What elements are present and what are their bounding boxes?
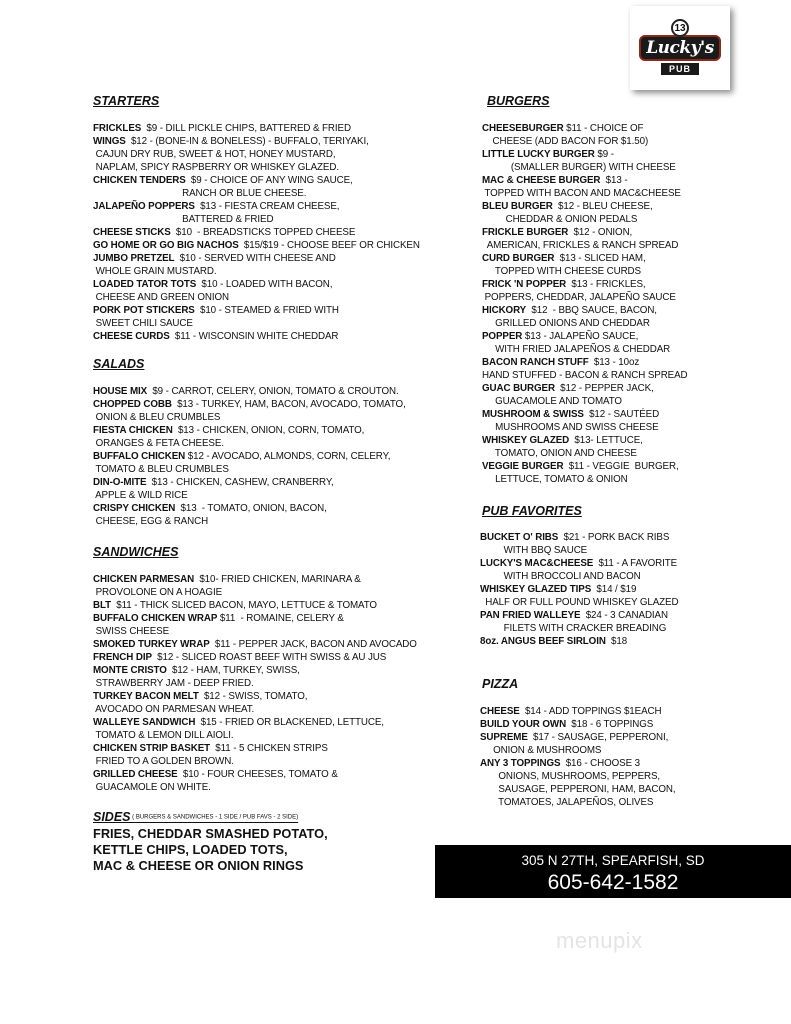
menu-item-name: GRILLED CHEESE xyxy=(93,769,178,780)
menu-item-name: BACON RANCH STUFF xyxy=(482,357,589,368)
menu-item-desc: $12 - AVOCADO, ALMONDS, CORN, CELERY, xyxy=(185,451,391,462)
menu-item-desc: WITH BBQ SAUCE xyxy=(480,545,588,556)
menu-item-desc: $13 - CHICKEN, CASHEW, CRANBERRY, xyxy=(146,477,334,488)
menu-line xyxy=(480,770,660,783)
menu-line xyxy=(93,703,254,716)
menu-line xyxy=(482,356,639,369)
menu-item-desc: $15 - FRIED OR BLACKENED, LETTUCE, xyxy=(195,717,384,728)
menu-item-desc: TOMATOES, JALAPEÑOS, OLIVES xyxy=(480,797,654,808)
menu-item-name: CRISPY CHICKEN xyxy=(93,503,176,514)
pizza-heading: PIZZA xyxy=(482,677,519,691)
menu-line xyxy=(93,187,306,200)
logo-badge: 13 xyxy=(671,19,689,37)
menu-item-desc: NAPLAM, SPICY RASPBERRY OR WHISKEY GLAZED. xyxy=(93,162,339,173)
menu-line xyxy=(93,122,351,135)
menu-item-desc: $14 / $19 xyxy=(591,584,637,595)
menu-item-name: FRENCH DIP xyxy=(93,652,152,663)
menu-line xyxy=(482,122,643,135)
menu-item-desc: TOMATO, ONION AND CHEESE xyxy=(482,448,637,459)
menu-item-desc: $13 - SLICED HAM, xyxy=(554,253,646,264)
menu-item-desc: $9 - xyxy=(594,149,614,160)
menu-item-desc: $17 - SAUSAGE, PEPPERONI, xyxy=(527,732,669,743)
menu-item-name: LOADED TATOR TOTS xyxy=(93,279,197,290)
menu-line xyxy=(93,200,339,213)
menu-line xyxy=(93,135,369,148)
menu-item-name: BUCKET O' RIBS xyxy=(480,532,559,543)
menu-item-name: WALLEYE SANDWICH xyxy=(93,717,196,728)
menu-item-desc: $13 - CHICKEN, ONION, CORN, TOMATO, xyxy=(172,425,365,436)
menu-item-name: PAN FRIED WALLEYE xyxy=(480,610,581,621)
menu-line xyxy=(93,174,353,187)
menu-item-desc: CHEDDAR & ONION PEDALS xyxy=(482,214,638,225)
menu-item-desc: WHOLE GRAIN MUSTARD. xyxy=(93,266,217,277)
menu-item-desc: CAJUN DRY RUB, SWEET & HOT, HONEY MUSTARD, xyxy=(93,149,336,160)
sides-heading xyxy=(93,810,298,824)
menu-item-desc: AVOCADO ON PARMESAN WHEAT. xyxy=(93,704,255,715)
menu-line xyxy=(482,434,643,447)
menu-line xyxy=(93,638,417,651)
menu-item-desc: $15/$19 - CHOOSE BEEF OR CHICKEN xyxy=(238,240,420,251)
menu-item-name: TURKEY BACON MELT xyxy=(93,691,199,702)
menu-item-name: LITTLE LUCKY BURGER xyxy=(482,149,595,160)
menu-item-name: JUMBO PRETZEL xyxy=(93,253,175,264)
sides-note: ( BURGERS & SANDWICHES - 1 SIDE / PUB FAVS - 2 SIDE) xyxy=(130,814,299,821)
menu-item-name: BUFFALO CHICKEN xyxy=(93,451,186,462)
watermark-logo: menupix xyxy=(556,928,643,953)
menu-line xyxy=(482,200,653,213)
pub-favorites-heading: PUB FAVORITES xyxy=(482,504,582,518)
menu-line xyxy=(480,544,587,557)
menu-line xyxy=(480,635,627,648)
menu-item-name: CHICKEN PARMESAN xyxy=(93,574,195,585)
menu-line xyxy=(480,570,641,583)
starters-heading: STARTERS xyxy=(93,94,160,108)
menu-line xyxy=(482,343,670,356)
menu-item-desc: $13 - TURKEY, HAM, BACON, AVOCADO, TOMATO, xyxy=(171,399,406,410)
menu-line xyxy=(93,515,208,528)
menu-line xyxy=(482,395,622,408)
menu-item-desc: $11 - ROMAINE, CELERY & xyxy=(217,613,344,624)
menu-item-desc: SWEET CHILI SAUCE xyxy=(93,318,193,329)
menu-line xyxy=(93,612,344,625)
menu-item-name: GO HOME OR GO BIG NACHOS xyxy=(93,240,239,251)
menu-item-desc: GRILLED ONIONS AND CHEDDAR xyxy=(482,318,650,329)
menu-item-desc: WITH FRIED JALAPEÑOS & CHEDDAR xyxy=(482,344,671,355)
menu-line xyxy=(482,460,679,473)
menu-item-desc: $13 - FRICKLES, xyxy=(566,279,646,290)
menu-item-desc: $9 - CARROT, CELERY, ONION, TOMATO & CROUTON. xyxy=(147,386,399,397)
menu-item-desc: $13 - 10oz xyxy=(588,357,640,368)
menu-item-desc: $13 - xyxy=(600,175,628,186)
menu-item-desc: $13 - JALAPEÑO SAUCE, xyxy=(522,331,639,342)
menu-item-name: HOUSE MIX xyxy=(93,386,148,397)
menu-line xyxy=(93,573,361,586)
menu-line xyxy=(93,677,254,690)
menu-line xyxy=(482,148,614,161)
menu-item-name: BUFFALO CHICKEN WRAP xyxy=(93,613,218,624)
menu-item-desc: APPLE & WILD RICE xyxy=(93,490,188,501)
menu-item-desc: $12 - (BONE-IN & BONELESS) - BUFFALO, TERIYAKI, xyxy=(125,136,369,147)
menu-item-desc: $10 - BREADSTICKS TOPPED CHEESE xyxy=(170,227,356,238)
menu-item-desc: $12 - HAM, TURKEY, SWISS, xyxy=(166,665,300,676)
menu-item-desc: PROVOLONE ON A HOAGIE xyxy=(93,587,223,598)
menu-line xyxy=(482,447,637,460)
menu-line xyxy=(93,330,338,343)
menu-item-desc: HALF OR FULL POUND WHISKEY GLAZED xyxy=(480,597,679,608)
menu-item-desc: $11 - VEGGIE BURGER, xyxy=(563,461,679,472)
menu-item-name: VEGGIE BURGER xyxy=(482,461,564,472)
address: 305 N 27TH, SPEARFISH, SD xyxy=(521,853,705,868)
sides-list xyxy=(93,826,328,874)
menu-line xyxy=(93,304,339,317)
menu-line xyxy=(482,330,638,343)
menu-line xyxy=(482,382,654,395)
menu-item-name: WHISKEY GLAZED xyxy=(482,435,570,446)
menu-line xyxy=(480,531,669,544)
menu-item-desc: BATTERED & FRIED xyxy=(93,214,274,225)
menu-line xyxy=(93,317,193,330)
menu-item-desc: GUACAMOLE AND TOMATO xyxy=(482,396,622,407)
menu-line xyxy=(93,664,300,677)
menu-item-name: FRICKLE BURGER xyxy=(482,227,569,238)
menu-line xyxy=(482,252,646,265)
menu-line xyxy=(482,174,627,187)
menu-item-desc: $12 - SAUTÉED xyxy=(583,409,660,420)
menu-line xyxy=(93,768,338,781)
menu-item-desc: TOMATO & LEMON DILL AIOLI. xyxy=(93,730,234,741)
menu-line xyxy=(480,596,678,609)
menu-line xyxy=(93,291,229,304)
menu-line xyxy=(482,161,676,174)
menu-item-desc: $18 - 6 TOPPINGS xyxy=(566,719,654,730)
sides-line: MAC & CHEESE OR ONION RINGS xyxy=(93,858,304,873)
sides-title: SIDES xyxy=(93,810,131,824)
menu-item-name: WHISKEY GLAZED TIPS xyxy=(480,584,592,595)
menu-line xyxy=(93,625,169,638)
menu-item-desc: $13 - FIESTA CREAM CHEESE, xyxy=(194,201,340,212)
menu-line xyxy=(482,317,650,330)
menu-line xyxy=(482,473,628,486)
menu-item-name: POPPER xyxy=(482,331,523,342)
menu-item-name: CHOPPED COBB xyxy=(93,399,172,410)
menu-item-desc: WITH BROCCOLI AND BACON xyxy=(480,571,641,582)
menu-item-desc: $13 - TOMATO, ONION, BACON, xyxy=(175,503,327,514)
menu-item-desc: RANCH OR BLUE CHEESE. xyxy=(93,188,307,199)
menu-line xyxy=(93,716,384,729)
menu-line xyxy=(93,226,355,239)
menu-item-desc: $10 - STEAMED & FRIED WITH xyxy=(194,305,339,316)
menu-item-desc: ONIONS, MUSHROOMS, PEPPERS, xyxy=(480,771,661,782)
menu-line xyxy=(93,424,364,437)
menu-line xyxy=(482,239,678,252)
menu-line xyxy=(93,651,386,664)
menu-line xyxy=(482,408,659,421)
contact-box xyxy=(435,845,791,898)
menu-item-desc: $10 - LOADED WITH BACON, xyxy=(196,279,333,290)
menu-item-name: CHICKEN TENDERS xyxy=(93,175,186,186)
menu-line xyxy=(93,489,188,502)
menu-line xyxy=(482,421,659,434)
menu-item-name: BUILD YOUR OWN xyxy=(480,719,567,730)
menu-item-name: JALAPEÑO POPPERS xyxy=(93,201,195,212)
menu-item-desc: MUSHROOMS AND SWISS CHEESE xyxy=(482,422,659,433)
menu-line xyxy=(482,187,681,200)
menu-item-desc: $11 - THICK SLICED BACON, MAYO, LETTUCE & TOMATO xyxy=(111,600,377,611)
menu-line xyxy=(93,586,222,599)
menu-line xyxy=(93,502,327,515)
menu-line xyxy=(482,278,646,291)
menu-item-desc: CHEESE AND GREEN ONION xyxy=(93,292,229,303)
menu-line xyxy=(482,213,637,226)
menu-line xyxy=(93,599,377,612)
phone-number: 605-642-1582 xyxy=(547,871,679,894)
menu-item-desc: $18 xyxy=(605,636,628,647)
menu-line xyxy=(93,437,224,450)
pub-logo xyxy=(630,6,730,90)
menu-item-name: CHEESE CURDS xyxy=(93,331,170,342)
menu-line xyxy=(480,583,636,596)
menu-line xyxy=(482,369,688,382)
menu-item-desc: TOPPED WITH BACON AND MAC&CHEESE xyxy=(482,188,681,199)
menu-line xyxy=(93,755,234,768)
menu-item-desc: $12 - PEPPER JACK, xyxy=(554,383,654,394)
menu-item-desc: POPPERS, CHEDDAR, JALAPEÑO SAUCE xyxy=(482,292,676,303)
menu-item-desc: TOMATO & BLEU CRUMBLES xyxy=(93,464,229,475)
menu-line xyxy=(93,213,273,226)
menu-item-name: GUAC BURGER xyxy=(482,383,555,394)
menu-item-desc: ONION & BLEU CRUMBLES xyxy=(93,412,221,423)
menu-item-desc: $11 - WISCONSIN WHITE CHEDDAR xyxy=(169,331,339,342)
menu-line xyxy=(482,135,648,148)
menu-item-desc: $14 - ADD TOPPINGS $1EACH xyxy=(519,706,662,717)
menu-item-desc: ORANGES & FETA CHEESE. xyxy=(93,438,224,449)
menu-line xyxy=(93,148,335,161)
menu-item-name: FIESTA CHICKEN xyxy=(93,425,173,436)
menu-item-name: FRICK 'N POPPER xyxy=(482,279,567,290)
menu-line xyxy=(482,291,676,304)
menu-item-name: ANY 3 TOPPINGS xyxy=(480,758,561,769)
menu-line xyxy=(93,463,229,476)
menu-item-desc: FRIED TO A GOLDEN BROWN. xyxy=(93,756,234,767)
menu-item-desc: $11 - 5 CHICKEN STRIPS xyxy=(210,743,328,754)
menu-line xyxy=(480,622,666,635)
menu-item-desc: $10 - SERVED WITH CHEESE AND xyxy=(174,253,336,264)
menu-line xyxy=(482,304,657,317)
menu-line xyxy=(93,265,216,278)
menu-item-name: CHICKEN STRIP BASKET xyxy=(93,743,211,754)
sides-line: KETTLE CHIPS, LOADED TOTS, xyxy=(93,842,288,857)
menu-item-name: MUSHROOM & SWISS xyxy=(482,409,584,420)
menu-line xyxy=(93,742,328,755)
menu-item-desc: $12 - SLICED ROAST BEEF WITH SWISS & AU JUS xyxy=(151,652,387,663)
menu-item-desc: $11 - CHOICE OF xyxy=(563,123,644,134)
menu-item-desc: $12 - ONION, xyxy=(568,227,633,238)
menu-line xyxy=(480,705,661,718)
menu-line xyxy=(93,450,390,463)
menu-item-name: CHEESE STICKS xyxy=(93,227,171,238)
menu-item-name: WINGS xyxy=(93,136,126,147)
menu-line xyxy=(480,796,653,809)
menu-line xyxy=(93,252,336,265)
menu-item-desc: SWISS CHEESE xyxy=(93,626,170,637)
menu-item-desc: LETTUCE, TOMATO & ONION xyxy=(482,474,628,485)
menu-item-name: PORK POT STICKERS xyxy=(93,305,195,316)
menu-item-desc: $12 - BBQ SAUCE, BACON, xyxy=(526,305,657,316)
menu-item-name: BLEU BURGER xyxy=(482,201,553,212)
menu-item-name: BLT xyxy=(93,600,112,611)
menu-line xyxy=(93,411,220,424)
menu-line xyxy=(93,690,307,703)
menu-line xyxy=(480,731,668,744)
menu-item-name: CHEESEBURGER xyxy=(482,123,564,134)
salads-heading: SALADS xyxy=(93,357,145,371)
menu-item-name: CHEESE xyxy=(480,706,520,717)
menu-line xyxy=(93,161,339,174)
menu-line xyxy=(93,781,211,794)
menu-line xyxy=(480,744,601,757)
menu-item-name: SUPREME xyxy=(480,732,528,743)
menu-item-desc: SAUSAGE, PEPPERONI, HAM, BACON, xyxy=(480,784,676,795)
menu-item-desc: $9 - DILL PICKLE CHIPS, BATTERED & FRIED xyxy=(141,123,351,134)
menu-item-desc: AMERICAN, FRICKLES & RANCH SPREAD xyxy=(482,240,679,251)
menu-item-desc: CHEESE (ADD BACON FOR $1.50) xyxy=(482,136,649,147)
menu-item-name: DIN-O-MITE xyxy=(93,477,147,488)
menu-line xyxy=(480,557,677,570)
menu-item-name: MONTE CRISTO xyxy=(93,665,167,676)
menu-item-desc: GUACAMOLE ON WHITE. xyxy=(93,782,211,793)
menu-item-desc: $12 - BLEU CHEESE, xyxy=(552,201,653,212)
menu-line xyxy=(93,385,399,398)
menu-item-name: HICKORY xyxy=(482,305,527,316)
menu-item-desc: STRAWBERRY JAM - DEEP FRIED. xyxy=(93,678,254,689)
menu-line xyxy=(480,609,668,622)
menu-line xyxy=(93,278,332,291)
burgers-heading: BURGERS xyxy=(487,94,550,108)
sides-line: FRIES, CHEDDAR SMASHED POTATO, xyxy=(93,826,328,841)
menu-item-desc: $10 - FOUR CHEESES, TOMATO & xyxy=(177,769,338,780)
menu-item-desc: TOPPED WITH CHEESE CURDS xyxy=(482,266,641,277)
menu-line xyxy=(480,757,640,770)
menu-item-name: CURD BURGER xyxy=(482,253,555,264)
menu-line xyxy=(93,476,334,489)
menu-item-desc: $11 - A FAVORITE xyxy=(593,558,678,569)
menu-item-desc: $9 - CHOICE OF ANY WING SAUCE, xyxy=(185,175,353,186)
menu-line xyxy=(482,265,641,278)
sandwiches-heading: SANDWICHES xyxy=(93,545,179,559)
menu-item-desc: $12 - SWISS, TOMATO, xyxy=(198,691,308,702)
menu-item-desc: ONION & MUSHROOMS xyxy=(480,745,602,756)
menu-line xyxy=(480,783,675,796)
menu-item-desc: $16 - CHOOSE 3 xyxy=(560,758,640,769)
logo-pub: PUB xyxy=(661,63,699,75)
menu-line xyxy=(482,226,632,239)
menu-line xyxy=(480,718,653,731)
menu-item-name: LUCKY'S MAC&CHEESE xyxy=(480,558,594,569)
logo-script: Lucky's xyxy=(639,35,721,61)
menu-item-desc: (SMALLER BURGER) WITH CHEESE xyxy=(482,162,676,173)
menu-item-desc: HAND STUFFED - BACON & RANCH SPREAD xyxy=(482,370,688,381)
menu-item-name: SMOKED TURKEY WRAP xyxy=(93,639,210,650)
menu-item-desc: FILETS WITH CRACKER BREADING xyxy=(480,623,667,634)
menu-line xyxy=(93,398,406,411)
menu-item-name: MAC & CHEESE BURGER xyxy=(482,175,601,186)
menu-line xyxy=(93,239,420,252)
menu-item-name: 8oz. ANGUS BEEF SIRLOIN xyxy=(480,636,606,647)
menu-item-desc: $10- FRIED CHICKEN, MARINARA & xyxy=(194,574,361,585)
menu-item-desc: $13- LETTUCE, xyxy=(569,435,643,446)
menu-item-desc: CHEESE, EGG & RANCH xyxy=(93,516,209,527)
menu-item-desc: $21 - PORK BACK RIBS xyxy=(558,532,670,543)
menu-item-desc: $11 - PEPPER JACK, BACON AND AVOCADO xyxy=(209,639,417,650)
menu-line xyxy=(93,729,234,742)
menu-item-name: FRICKLES xyxy=(93,123,142,134)
menu-item-desc: $24 - 3 CANADIAN xyxy=(580,610,668,621)
